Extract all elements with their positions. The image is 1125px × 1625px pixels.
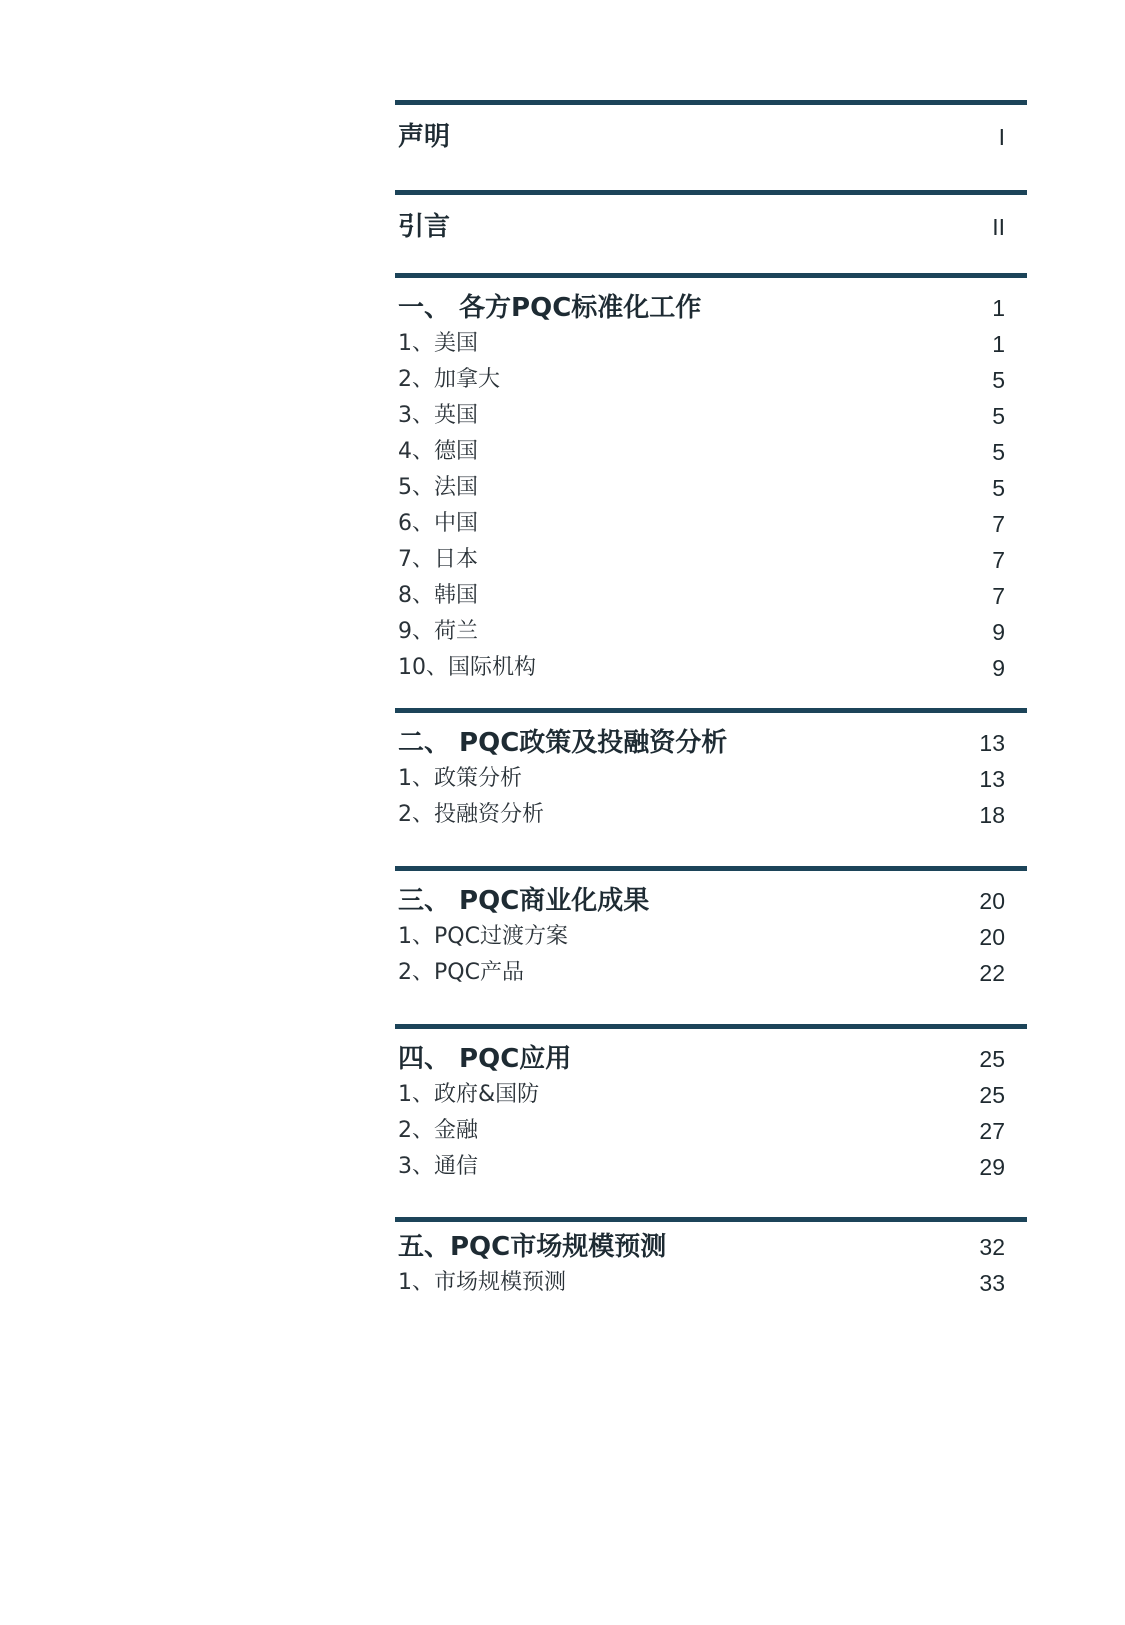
toc-item-row[interactable] xyxy=(395,542,1027,578)
toc-item-label: 3、通信 xyxy=(398,1154,478,1179)
toc-heading-title: 三、 PQC商业化成果 xyxy=(398,886,650,916)
toc-item-row[interactable] xyxy=(395,797,1027,833)
toc-page-number: 5 xyxy=(992,403,1005,429)
toc-item-label: 2、PQC产品 xyxy=(398,960,524,985)
toc-page-number: 1 xyxy=(992,331,1005,357)
toc-item-row[interactable] xyxy=(395,1077,1027,1113)
toc-page-number: 1 xyxy=(992,295,1005,321)
toc-page-number: 13 xyxy=(979,766,1005,792)
toc-page-number: 7 xyxy=(992,547,1005,573)
toc-heading-row[interactable] xyxy=(395,1229,1027,1265)
toc-page-number: 9 xyxy=(992,619,1005,645)
toc-item-label: 3、英国 xyxy=(398,403,478,428)
toc-item-row[interactable] xyxy=(395,578,1027,614)
toc-item-row[interactable] xyxy=(395,326,1027,362)
toc-section xyxy=(395,190,1027,273)
toc-item-row[interactable] xyxy=(395,919,1027,955)
toc-item-label: 1、政府&国防 xyxy=(398,1082,540,1107)
toc-page-number: 29 xyxy=(979,1154,1005,1180)
toc-page-number: 22 xyxy=(979,960,1005,986)
toc-item-label: 1、美国 xyxy=(398,331,478,356)
toc-page-number: 27 xyxy=(979,1118,1005,1144)
toc-item-row[interactable] xyxy=(395,362,1027,398)
toc-item-row[interactable] xyxy=(395,1149,1027,1185)
toc-heading-title: 五、PQC市场规模预测 xyxy=(398,1232,667,1262)
toc-item-label: 8、韩国 xyxy=(398,583,478,608)
toc-page-number: 5 xyxy=(992,439,1005,465)
toc-item-label: 2、投融资分析 xyxy=(398,802,544,827)
toc-item-label: 6、中国 xyxy=(398,511,478,536)
toc-page-number: I xyxy=(998,124,1005,150)
toc-heading-title: 声明 xyxy=(398,122,451,152)
toc-page-number: 9 xyxy=(992,655,1005,681)
toc-page-number: 13 xyxy=(979,730,1005,756)
toc-section xyxy=(395,1024,1027,1217)
toc-section xyxy=(395,100,1027,190)
toc-item-row[interactable] xyxy=(395,398,1027,434)
toc-item-row[interactable] xyxy=(395,470,1027,506)
toc-heading-row[interactable] xyxy=(395,725,1027,761)
toc-item-label: 1、市场规模预测 xyxy=(398,1270,566,1295)
toc-item-label: 7、日本 xyxy=(398,547,478,572)
toc-heading-title: 四、 PQC应用 xyxy=(398,1044,572,1074)
toc-heading-row[interactable] xyxy=(395,119,1027,155)
toc-heading-title: 二、 PQC政策及投融资分析 xyxy=(398,728,728,758)
toc-item-row[interactable] xyxy=(395,761,1027,797)
toc-item-label: 2、金融 xyxy=(398,1118,478,1143)
toc-item-label: 9、荷兰 xyxy=(398,619,478,644)
toc-item-label: 10、国际机构 xyxy=(398,655,536,680)
toc-page-number: 7 xyxy=(992,511,1005,537)
toc-item-row[interactable] xyxy=(395,1265,1027,1301)
toc-page-number: 5 xyxy=(992,475,1005,501)
toc-page-number: 7 xyxy=(992,583,1005,609)
toc-section xyxy=(395,866,1027,1024)
toc-page-number: 20 xyxy=(979,888,1005,914)
toc-heading-row[interactable] xyxy=(395,290,1027,326)
toc-item-row[interactable] xyxy=(395,1113,1027,1149)
toc-heading-row[interactable] xyxy=(395,883,1027,919)
toc-item-row[interactable] xyxy=(395,614,1027,650)
toc-item-label: 1、政策分析 xyxy=(398,766,522,791)
toc-section xyxy=(395,708,1027,866)
toc-page-number: 20 xyxy=(979,924,1005,950)
toc-item-label: 5、法国 xyxy=(398,475,478,500)
toc-item-row[interactable] xyxy=(395,434,1027,470)
toc-page-number: 25 xyxy=(979,1082,1005,1108)
toc-item-row[interactable] xyxy=(395,506,1027,542)
toc-item-row[interactable] xyxy=(395,650,1027,686)
toc-heading-title: 引言 xyxy=(398,212,451,242)
table-of-contents xyxy=(395,100,1027,1301)
toc-heading-title: 一、 各方PQC标准化工作 xyxy=(398,293,702,323)
toc-item-label: 4、德国 xyxy=(398,439,478,464)
toc-page-number: 33 xyxy=(979,1270,1005,1296)
toc-heading-row[interactable] xyxy=(395,1041,1027,1077)
toc-section xyxy=(395,273,1027,708)
toc-page-number: 32 xyxy=(979,1234,1005,1260)
toc-page-number: 18 xyxy=(979,802,1005,828)
toc-item-label: 1、PQC过渡方案 xyxy=(398,924,568,949)
toc-item-label: 2、加拿大 xyxy=(398,367,500,392)
toc-item-row[interactable] xyxy=(395,955,1027,991)
toc-page-number: II xyxy=(992,214,1005,240)
toc-section xyxy=(395,1217,1027,1301)
toc-heading-row[interactable] xyxy=(395,209,1027,245)
toc-page-number: 25 xyxy=(979,1046,1005,1072)
toc-page-number: 5 xyxy=(992,367,1005,393)
